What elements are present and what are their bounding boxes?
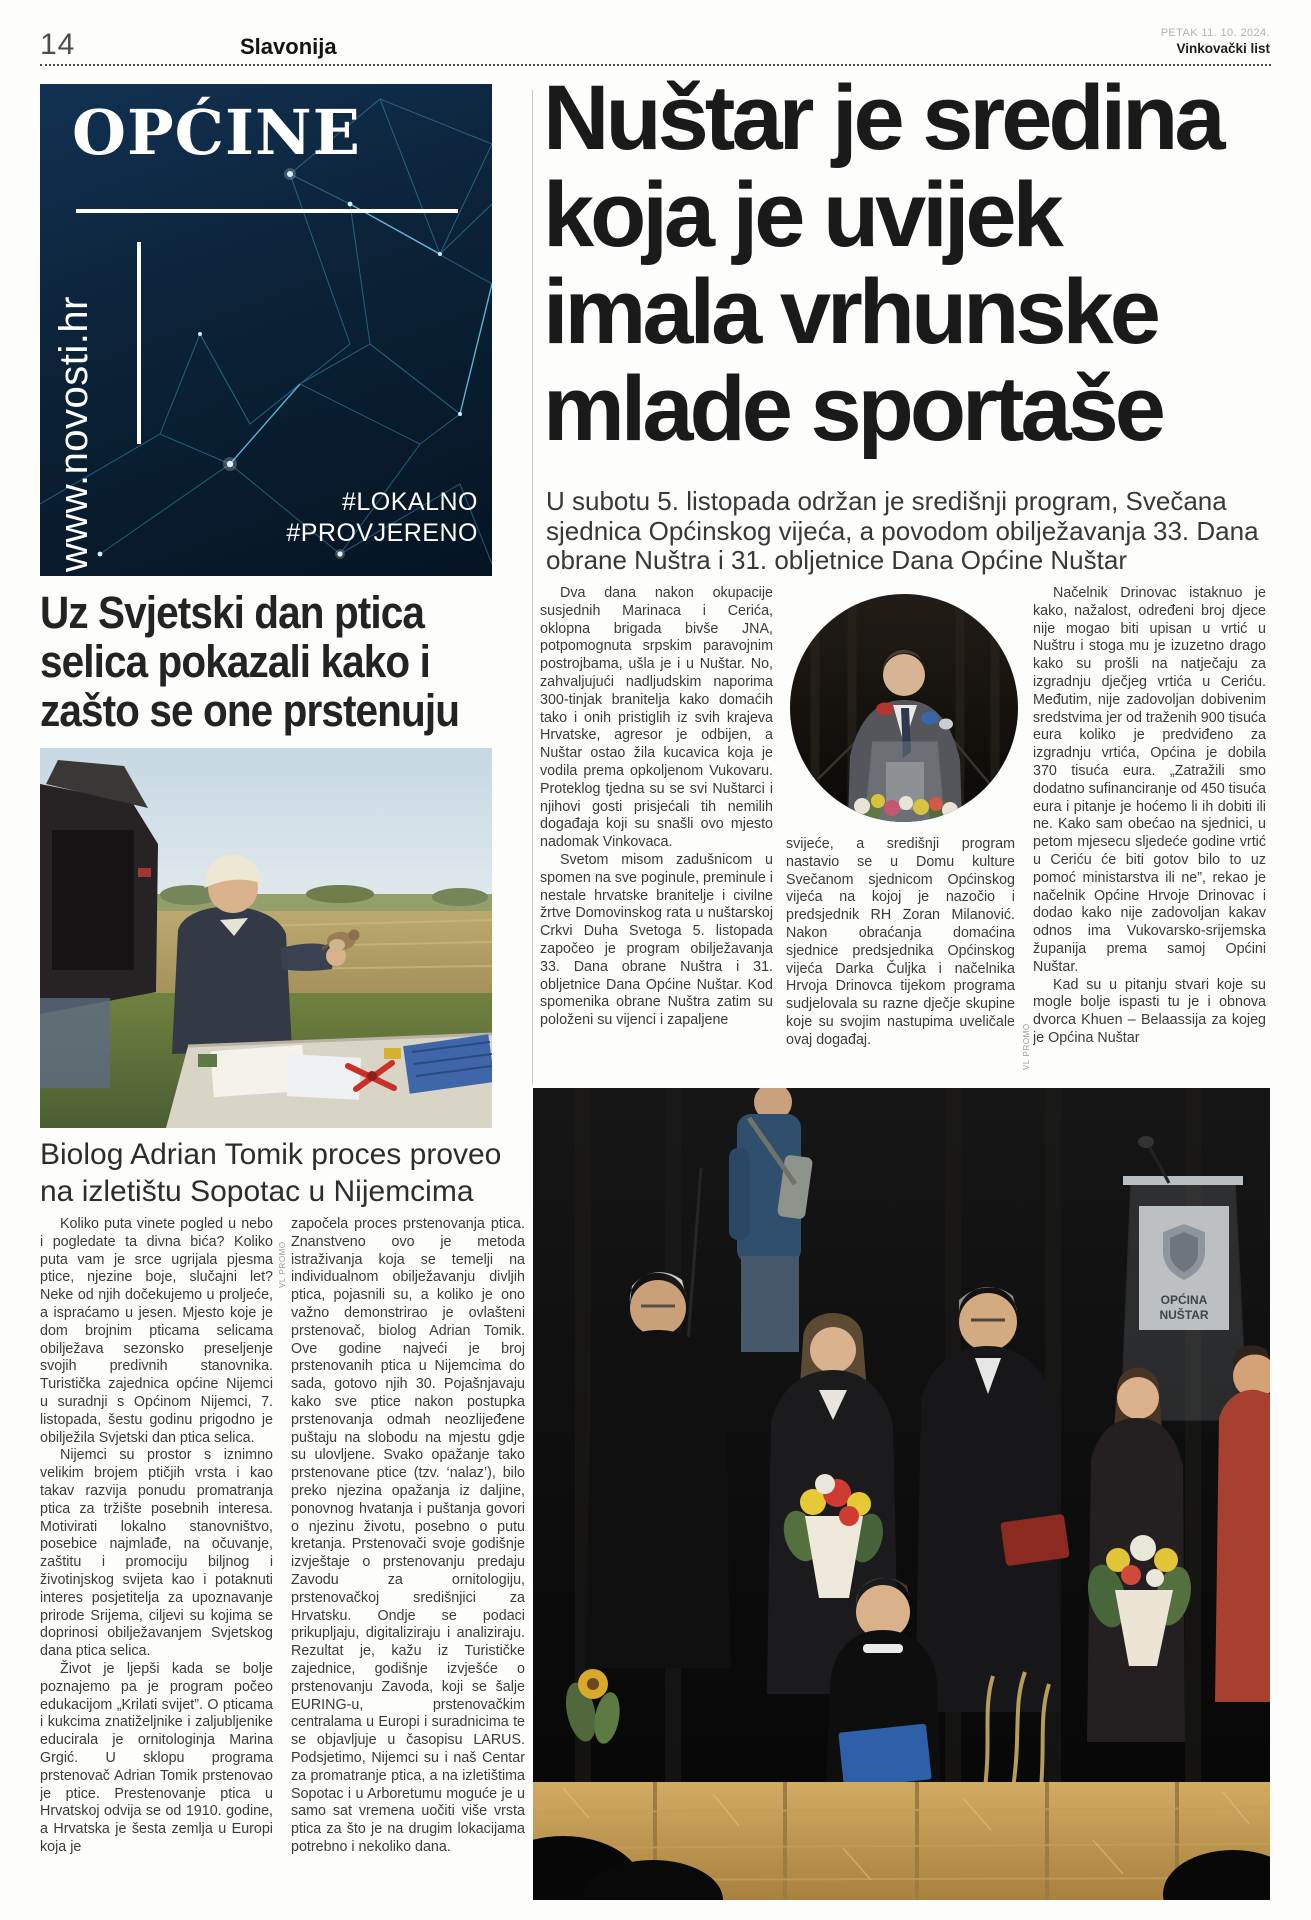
header-divider [40,64,1271,66]
podium-sign-line2: NUŠTAR [1159,1308,1209,1322]
promo-hashtags [286,487,478,549]
promo-box [40,84,492,576]
bird-ringing-graphic [40,748,492,1128]
podium-speaker-photo [790,594,1018,822]
paragraph: Načelnik Drinovac istaknuo je kako, nažalost, određeni broj djece nije mogao biti upisan u vrtić u Nuštru i stoga mu je izuzetno drago kako su prošli na natječaju za izgradnju dječjeg vrtića u Ceriću. Međutim, nije zadovoljan dobivenim sredstvima jer od traženih 900 tisuća eura koliko je predviđeno za izgradnju vrtića, Općina je dobila 370 tisuća eura. „Zatražili smo dodatno sufinanciranje od 450 tisuća eura i pitanje je hoćemo li ih dobiti ili ne. Kako sam obećao na sjednici, u petom mjesecu sljedeće godine vrtić u Ceriću će biti gotov bilo to uz pomoć ministarstva ili ne”, rekao je načelnik Općine Hrvoje Drinovac i dodao kako nije zadovoljan kakav odnos ima Vukovarsko-srijemska županija prema samoj Općini Nuštar. [1033,585,1266,975]
promo-title: OPĆINE [72,96,361,169]
section-title: Slavonija [240,34,337,59]
side-article-column-1 [40,1216,273,1900]
side-headline-line: Uz Svjetski dan ptica [40,587,424,638]
main-article-column-1 [540,585,773,1085]
paragraph: Nijemci su prostor s iznimno velikim brojem ptičjih vrsta i kao takav razvija ponudu promatranja ptica za tržište posebnih interesa. Motivirati lokalno stanovništvo, posebice najmlađe, na očuvanje, zaštitu i promociju biljnog i životinjskog svijeta kao i potaknuti interes posjetitelja za upoznavanje prirode Srijema, ciljevi su kojima se doprinosi obilježavanjem Svjetskog dana ptica selica. [40,1447,273,1660]
main-headline-line: imala vrhunske [543,261,1157,363]
podium-speaker-graphic [790,594,1018,822]
paragraph: Život je ljepši kada se bolje poznajemo pa je program počeo edukacijom „Krilati svijet”. O pticama i kukcima znatiželjnike i zaljubljenike educirala je ornitologinja Marina Grgić. U sklopu programa prstenovač Adrian Tomik prstenovao je ptice. Prestenovanje ptica u Hrvatskoj odvija se od 1910. godine, a Hrvatska je šesta zemlja u Europi koja je [40,1660,273,1855]
photo-credit: VL PROMO [1022,1023,1031,1070]
main-headline-line: koja je uvijek [543,164,1060,266]
bird-ringing-photo [40,748,492,1128]
main-article-column-3 [1033,585,1266,1085]
issue-date: PETAK 11. 10. 2024. [1160,27,1270,39]
paragraph: Dva dana nakon okupacije susjednih Marinaca i Cerića, oklopna brigada bivše JNA, potpomognuta srpskim paravojnim postrojbama, ušla je i u Nuštar. No, zahvaljujući nadljudskim naporima 300-tinjak branitelja kako domaćih tako i onih pristiglih iz svih krajeva Hrvatske, agresor je odbijen, a Nuštar ostao žila kucavica koja je vodila prema opkoljenom Vukovaru. Proteklog tjedna su se svi Nuštarci i njihovi gosti prisjećali tih nemilih događaja koji su snašli ovo mjesto nadomak Vinkovaca. [540,585,773,851]
column-divider [532,90,533,1085]
photo-credit: VL PROMO [278,1241,287,1288]
main-headline-line: mlade sportaše [543,358,1162,460]
promo-rule [76,209,458,213]
podium-sign-line1: OPĆINA [1160,1293,1208,1307]
paragraph: Koliko puta vinete pogled u nebo i pogledate ta divna bića? Koliko puta vam je srce ugrijala pjesma ptice, njezine boje, slučajni let? Neke od njih dočekujemo u proljeće, a ispraćamo u jesen. Mjesto koje je dom brojnim pticama selicama obilježava sezonsko preseljenje svojih predivnih stanovnika. Turistička zajednica općine Nijemci u suradnji s Općinom Nijemci, 7. listopada, šestu godinu prigodno je obilježila Svjetski dan ptica selica. [40,1216,273,1446]
paragraph: započela proces prstenovanja ptica. Znanstveno ovo je metoda istraživanja koja se temelji na individualnom obilježavanju divljih ptica, pojasnili su, a koliko je ono važno demonstrirao je ovlašteni prstenovač, biolog Adrian Tomik. Ove godine najveći je broj prstenovanih ptica u Nijemcima do sada, gotovo njih 30. Pojašnjavaju kako sve ptice nakon postupka prstenovanja odmah neozlijeđene puštaju na slobodu na mjestu gdje su ulovljene. Svako opažanje tako prstenovane ptice (tzv. ‘nalaz’), bilo preko njezina opažanja iz daljine, ponovnog hvatanja i puštanja govori o njezinu životu, posebno o putu kretanja. Prstenovači svoje godišnje izvještaje o prstenovanju predaju Zavodu za ornitologiju, prstenovačkoj središnjici za Hrvatsku. Ondje se podaci prikupljaju, digitaliziraju i analiziraju. Rezultat je, kažu iz Turističke zajednice, godišnje izvješće o prstenovanju Zavoda, koji se šalje EURING-u, prstenovačkim centralama u Europi i suradnicima te se objavljuje u časopisu LARUS. Podsjetimo, Nijemci su i naš Centar za promatranje ptica, a na izletištima Sopotac i u Arboretumu moguće je u samo sat vremena uočiti više vrsta ptica za što je na drugim lokacijama potrebno i nekoliko dana. [291,1216,525,1855]
side-article-column-2 [291,1216,525,1900]
side-headline-line: zašto se one prstenuju [40,685,460,736]
side-subheadline [40,1136,501,1210]
paragraph: Kad su u pitanju stvari koje su mogle bolje ispasti tu je i obnova dvorca Khuen – Belaassija za kojeg je Općina Nuštar [1033,976,1266,1046]
promo-vertical-line [137,242,141,444]
page-number: 14 [40,28,76,61]
hashtag-lokalno: #LOKALNO [341,488,478,516]
issue-info [1161,27,1270,56]
promo-website-link[interactable]: www.novosti.hr [52,296,96,572]
side-headline-line: selica pokazali kako i [40,636,430,687]
paragraph: svijeće, a središnji program nastavio se u Domu kulture Svečanom sjednicom Općinskog vijeća na kojoj je nazočio i predsjednik RH Zoran Milanović. Nakon obraćanja domaćina sjednice predsjednika Općinskog vijeća Darka Čuljka i načelnika Hrvoja Drinovca tijekom programa sudjelovala su razne dječje skupine koje su svojim nastupima uveličale ovaj događaj. [786,836,1015,1048]
hashtag-provjereno: #PROVJERENO [286,519,478,547]
main-subheadline: U subotu 5. listopada održan je središnji program, Svečana sjednica Općinskog vijeća, a povodom obilježavanja 33. Dana obrane Nuštra i 31. obljetnice Dana Općine Nuštar [546,486,1259,575]
stage-ceremony-photo [533,1088,1270,1900]
publication-name: Vinkovački list [1176,41,1270,56]
paragraph: Svetom misom zadušnicom u spomen na sve poginule, preminule i nestale hrvatske branitelje i civilne žrtve Domovinskog rata u nuštarskoj Crkvi Duha Svetoga 5. listopada započeo je program obilježavanja 33. Dana obrane Nuštra i 31. obljetnice Dana Općine Nuštar. Kod spomenika obrane Nuštra zatim su položeni su vijenci i zapaljene [540,851,773,1029]
side-subheadline-line: Biolog Adrian Tomik proces proveo [40,1138,502,1171]
side-subheadline-line: na izletištu Sopotac u Nijemcima [40,1175,474,1208]
stage-ceremony-graphic [533,1088,1270,1900]
main-headline-line: Nuštar je sredina [543,67,1222,169]
main-article-column-2 [786,836,1015,1084]
side-headline [40,588,459,735]
main-headline [543,67,1222,460]
